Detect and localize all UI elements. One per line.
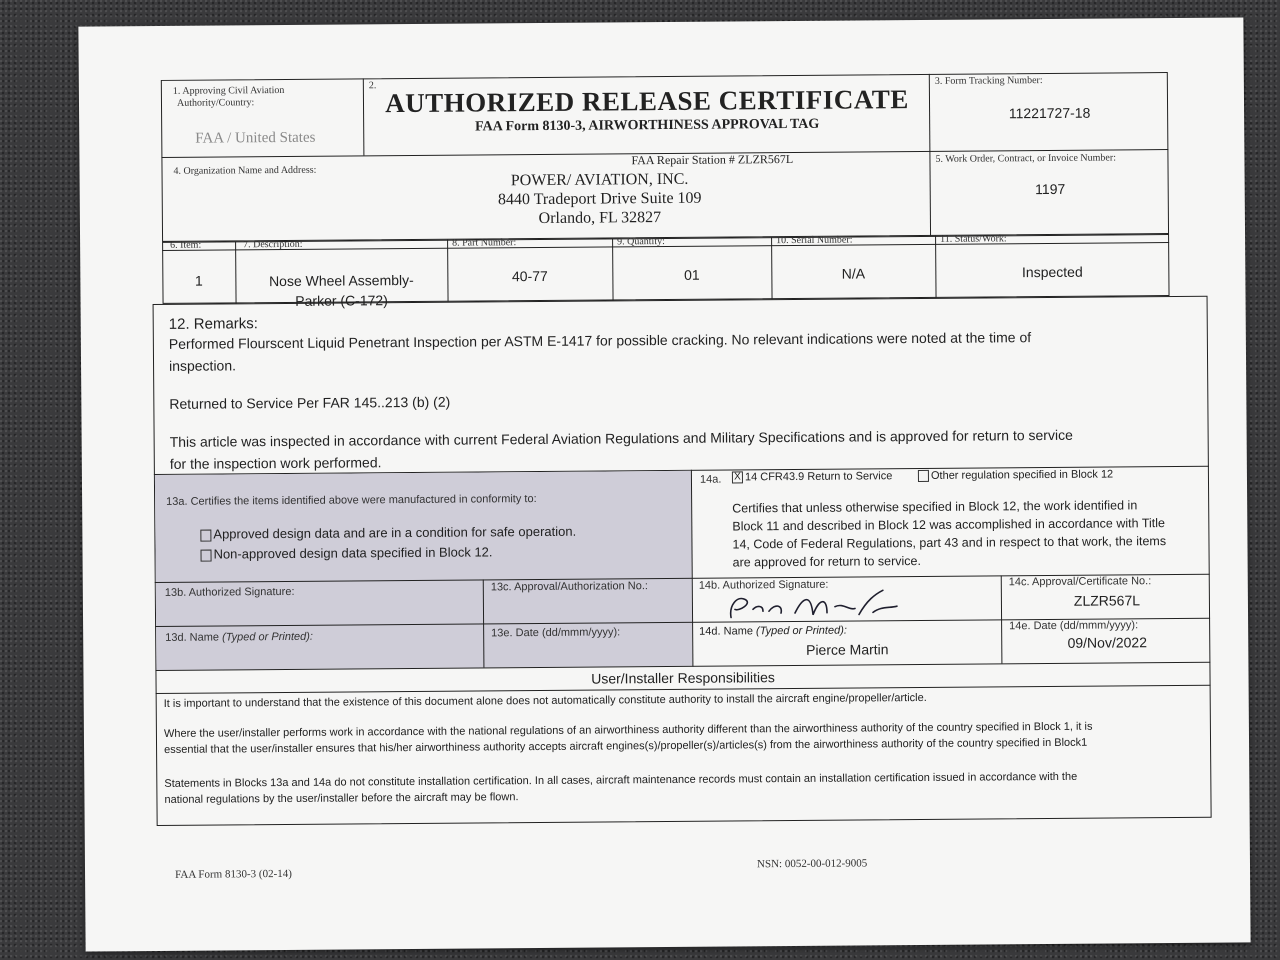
responsibilities-title: User/Installer Responsibilities [591, 669, 775, 687]
col-header-description: 7. Description: [243, 238, 303, 251]
checkbox-other-regulation[interactable] [918, 470, 929, 482]
block13c-label: 13c. Approval/Authorization No.: [490, 580, 649, 594]
col-header-serial-number: 10. Serial Number: [776, 234, 853, 247]
block14a-cert-text: Certifies that unless otherwise specified in Block 12, the work identified in Block 11 and described in Block 12 was accomplished in accordance with Title 14, Code of Federal Regulations, part 43 and in respect to that work, the items are approved for return to service. [732, 498, 1167, 570]
block13a-label: 13a. Certifies the items identified above were manufactured in conformity to: [166, 493, 537, 508]
responsibilities-p1: It is important to understand that the existence of this document alone does not automatically constitute authority to install the aircraft engine/propeller/article. [163, 691, 927, 710]
block5-label: 5. Work Order, Contract, or Invoice Number: [935, 152, 1117, 165]
approval-certificate-number: ZLZR567L [1073, 592, 1141, 609]
remarks-label: 12. Remarks: [168, 315, 258, 333]
block14a-label: 14a. [699, 473, 722, 486]
col-header-status: 11. Status/Work: [940, 233, 1007, 245]
serial-number: N/A [841, 265, 866, 282]
repair-station: FAA Repair Station # ZLZR567L [631, 151, 794, 168]
work-order-number: 1197 [1035, 180, 1066, 198]
block1-label: 1. Approving Civil Aviation Authority/Country: [172, 84, 285, 109]
org-name: POWER/ AVIATION, INC. [510, 170, 689, 190]
checkbox-non-approved[interactable] [200, 549, 211, 561]
checkbox-approved[interactable] [200, 529, 211, 541]
item-number: 1 [194, 272, 203, 289]
remarks-text: Performed Flourscent Liquid Penetrant Inspection per ASTM E-1417 for possible cracking. No relevant indications were noted at the time of inspection. Returned to Service Per FAR 145..213 (b) (2) This article was inspected in accordance with current Federal Aviation Regulations and Military Specifications and is approved for return to service for the inspection work performed. [168, 329, 1073, 472]
col-header-part-number: 8. Part Number: [452, 237, 517, 249]
block3-label: 3. Form Tracking Number: [934, 75, 1043, 87]
block4-label: 4. Organization Name and Address: [173, 164, 317, 177]
block14c-label: 14c. Approval/Certificate No.: [1008, 575, 1152, 589]
block14a-option-other[interactable]: Other regulation specified in Block 12 [918, 468, 1113, 482]
col-header-item: 6. Item: [170, 239, 202, 251]
block13a-options [200, 522, 576, 565]
block13b-label: 13b. Authorized Signature: [164, 585, 295, 599]
block14a-option-cfr[interactable]: X 14 CFR43.9 Return to Service [732, 470, 892, 483]
org-address-line2: Orlando, FL 32827 [538, 209, 662, 227]
block13a-option-approved[interactable]: Approved design data and are in a condition for safe operation. [200, 522, 576, 545]
signer-name: Pierce Martin [806, 641, 889, 658]
col-header-quantity: 9. Quantity: [617, 235, 665, 248]
block13a-option-non-approved[interactable]: Non-approved design data specified in Block 12. [200, 542, 576, 565]
responsibilities-p2: Where the user/installer performs work in accordance with the national regulations of an airworthiness authority different than the airworthiness authority of the country specified in Block 1, it is essential that the user/installer ensures that his/her airworthiness authority accepts aircraft engines(s)/propeller(s)/articles(s) from the airworthiness authority of the country specified in Block1 [163, 720, 1093, 756]
block1-value: FAA / United States [195, 129, 316, 147]
block13e-label: 13e. Date (dd/mmm/yyyy): [491, 626, 621, 640]
block13d-label: 13d. Name (Typed or Printed): [165, 630, 313, 644]
status-work: Inspected [1021, 263, 1083, 281]
item-description: Nose Wheel Assembly- Parker (C-172) [268, 271, 414, 309]
footer-nsn: NSN: 0052-00-012-9005 [756, 857, 868, 871]
org-address-line1: 8440 Tradeport Drive Suite 109 [497, 189, 702, 209]
org-address [450, 169, 750, 228]
tracking-number: 11221727-18 [1008, 104, 1091, 122]
block14b-label: 14b. Authorized Signature: [698, 578, 829, 592]
block14e-label: 14e. Date (dd/mmm/yyyy): [1009, 619, 1139, 633]
certificate-paper [78, 17, 1250, 951]
block14d-label: 14d. Name (Typed or Printed): [699, 624, 847, 638]
release-date: 09/Nov/2022 [1067, 634, 1148, 651]
authorized-signature [723, 586, 903, 623]
responsibilities-p3: Statements in Blocks 13a and 14a do not constitute installation certification. In all cases, aircraft maintenance records must contain an installation certification issued in accordance with the national regulations by the user/installer before the aircraft may be flown. [164, 770, 1078, 806]
page-subtitle: FAA Form 8130-3, AIRWORTHINESS APPROVAL TAG [475, 116, 820, 135]
checkbox-cfr43-9[interactable]: X [732, 471, 743, 483]
footer-form-number: FAA Form 8130-3 (02-14) [175, 867, 292, 881]
quantity: 01 [683, 266, 700, 283]
page-title: AUTHORIZED RELEASE CERTIFICATE [385, 84, 909, 119]
block2-label: 2. [368, 80, 377, 92]
part-number: 40-77 [511, 267, 548, 285]
